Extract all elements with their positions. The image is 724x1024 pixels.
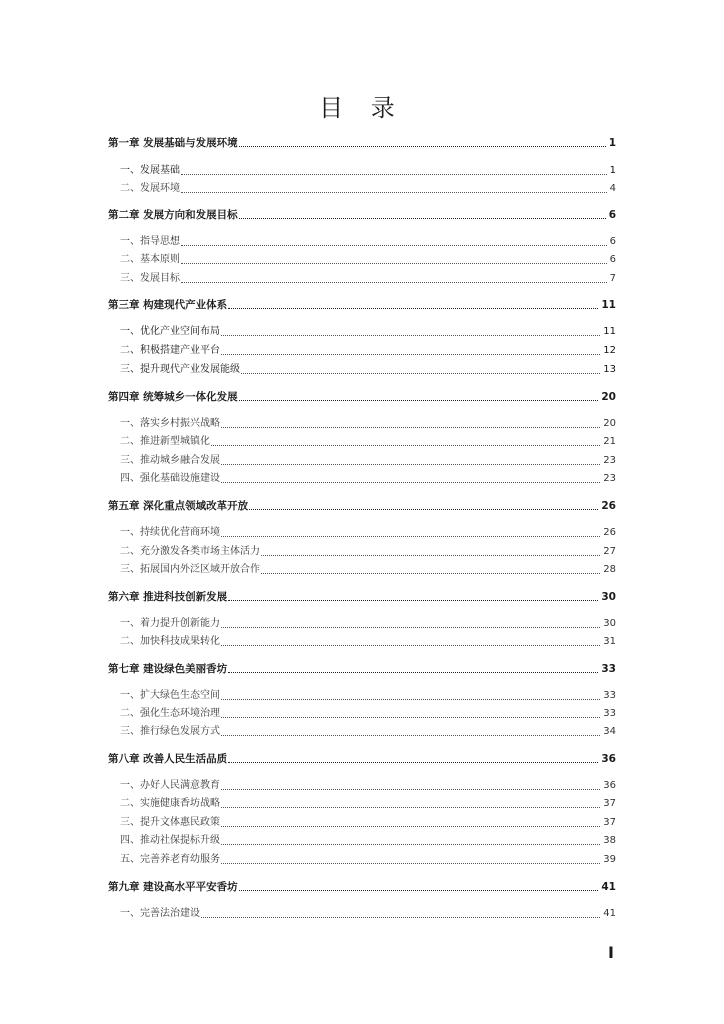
toc-entry-page: 31 xyxy=(603,636,616,647)
toc-entry-label: 一、指导思想 xyxy=(120,236,180,247)
dot-leader xyxy=(181,191,607,193)
dot-leader xyxy=(228,307,598,309)
toc-section-entry[interactable] xyxy=(108,705,616,721)
toc-entry-page: 6 xyxy=(609,254,616,265)
dot-leader xyxy=(249,508,598,510)
toc-entry-label: 第九章 建设高水平平安香坊 xyxy=(108,881,238,893)
toc-section-entry[interactable] xyxy=(108,795,616,811)
toc-chapter-entry[interactable] xyxy=(108,878,616,894)
toc-entry-label: 二、积极搭建产业平台 xyxy=(120,345,220,356)
toc-section-entry[interactable] xyxy=(108,251,616,267)
toc-entry-page: 11 xyxy=(601,299,616,311)
toc-entry-page: 12 xyxy=(603,345,616,356)
toc-entry-page: 38 xyxy=(603,835,616,846)
dot-leader xyxy=(228,671,598,673)
dot-leader xyxy=(221,806,600,808)
toc-entry-label: 三、拓展国内外泛区域开放合作 xyxy=(120,564,260,575)
toc-section-entry[interactable] xyxy=(108,723,616,739)
dot-leader xyxy=(221,426,600,428)
toc-entry-label: 一、优化产业空间布局 xyxy=(120,326,220,337)
toc-section-entry[interactable] xyxy=(108,415,616,431)
toc-section-entry[interactable] xyxy=(108,342,616,358)
toc-entry-page: 37 xyxy=(603,798,616,809)
toc-section-entry[interactable] xyxy=(108,323,616,339)
dot-leader xyxy=(221,334,600,336)
dot-leader xyxy=(201,916,600,918)
page-number: I xyxy=(608,943,614,962)
toc-entry-page: 33 xyxy=(601,663,616,675)
toc-entry-label: 三、推动城乡融合发展 xyxy=(120,455,220,466)
dot-leader xyxy=(228,599,598,601)
toc-entry-label: 第一章 发展基础与发展环境 xyxy=(108,137,238,149)
toc-entry-page: 1 xyxy=(608,137,616,149)
dot-leader xyxy=(221,626,600,628)
toc-section-entry[interactable] xyxy=(108,814,616,830)
dot-leader xyxy=(221,716,600,718)
toc-entry-page: 23 xyxy=(603,455,616,466)
toc-section-entry[interactable] xyxy=(108,832,616,848)
toc-entry-page: 6 xyxy=(609,236,616,247)
dot-leader xyxy=(228,761,598,763)
toc-section-entry[interactable] xyxy=(108,777,616,793)
dot-leader xyxy=(221,862,600,864)
toc-entry-label: 二、加快科技成果转化 xyxy=(120,636,220,647)
toc-section-entry[interactable] xyxy=(108,180,616,196)
toc-entry-page: 4 xyxy=(609,183,616,194)
toc-entry-page: 26 xyxy=(603,527,616,538)
toc-entry-page: 37 xyxy=(603,817,616,828)
toc-section-entry[interactable] xyxy=(108,270,616,286)
toc-entry-page: 7 xyxy=(609,273,616,284)
toc-entry-page: 20 xyxy=(601,391,616,403)
dot-leader xyxy=(221,788,600,790)
toc-section-entry[interactable] xyxy=(108,361,616,377)
dot-leader xyxy=(221,463,600,465)
toc-entry-page: 6 xyxy=(608,209,616,221)
toc-entry-page: 13 xyxy=(603,364,616,375)
toc-entry-page: 33 xyxy=(603,690,616,701)
toc-entry-page: 27 xyxy=(603,546,616,557)
toc-entry-page: 41 xyxy=(603,908,616,919)
toc-entry-label: 一、落实乡村振兴战略 xyxy=(120,418,220,429)
toc-chapter-entry[interactable] xyxy=(108,134,616,150)
toc-chapter-entry[interactable] xyxy=(108,388,616,404)
toc-entry-label: 三、提升现代产业发展能级 xyxy=(120,364,240,375)
toc-entry-label: 一、扩大绿色生态空间 xyxy=(120,690,220,701)
dot-leader xyxy=(221,644,600,646)
toc-entry-label: 二、基本原则 xyxy=(120,254,180,265)
toc-entry-page: 30 xyxy=(601,591,616,603)
dot-leader xyxy=(181,262,607,264)
toc-section-entry[interactable] xyxy=(108,905,616,921)
toc-section-entry[interactable] xyxy=(108,162,616,178)
toc-entry-page: 36 xyxy=(601,753,616,765)
dot-leader xyxy=(221,535,600,537)
toc-section-entry[interactable] xyxy=(108,470,616,486)
toc-entry-page: 21 xyxy=(603,436,616,447)
toc-chapter-entry[interactable] xyxy=(108,206,616,222)
toc-entry-label: 二、发展环境 xyxy=(120,183,180,194)
toc-entry-label: 三、推行绿色发展方式 xyxy=(120,726,220,737)
toc-entry-label: 二、充分激发各类市场主体活力 xyxy=(120,546,260,557)
dot-leader xyxy=(239,217,606,219)
toc-entry-label: 第六章 推进科技创新发展 xyxy=(108,591,228,603)
toc-chapter-entry[interactable] xyxy=(108,588,616,604)
toc-entry-label: 一、完善法治建设 xyxy=(120,908,200,919)
toc-entry-label: 第三章 构建现代产业体系 xyxy=(108,299,228,311)
toc-section-entry[interactable] xyxy=(108,433,616,449)
toc-entry-label: 第五章 深化重点领域改革开放 xyxy=(108,500,249,512)
toc-entry-page: 34 xyxy=(603,726,616,737)
toc-entry-label: 二、推进新型城镇化 xyxy=(120,436,210,447)
toc-entry-page: 28 xyxy=(603,564,616,575)
dot-leader xyxy=(261,554,600,556)
toc-entry-page: 30 xyxy=(603,618,616,629)
toc-entry-label: 一、发展基础 xyxy=(120,165,180,176)
toc-entry-page: 41 xyxy=(601,881,616,893)
dot-leader xyxy=(221,843,600,845)
toc-entry-page: 20 xyxy=(603,418,616,429)
dot-leader xyxy=(261,572,600,574)
dot-leader xyxy=(181,281,607,283)
toc-section-entry[interactable] xyxy=(108,633,616,649)
toc-entry-page: 39 xyxy=(603,854,616,865)
toc-section-entry[interactable] xyxy=(108,543,616,559)
dot-leader xyxy=(181,173,607,175)
dot-leader xyxy=(221,698,600,700)
toc-entry-label: 第七章 建设绿色美丽香坊 xyxy=(108,663,228,675)
dot-leader xyxy=(181,244,607,246)
toc-entry-label: 一、着力提升创新能力 xyxy=(120,618,220,629)
toc-section-entry[interactable] xyxy=(108,687,616,703)
toc-chapter-entry[interactable] xyxy=(108,296,616,312)
toc-section-entry[interactable] xyxy=(108,561,616,577)
toc-entry-label: 二、实施健康香坊战略 xyxy=(120,798,220,809)
toc-chapter-entry[interactable] xyxy=(108,660,616,676)
toc-entry-label: 四、强化基础设施建设 xyxy=(120,473,220,484)
toc-entry-label: 一、办好人民满意教育 xyxy=(120,780,220,791)
page-title: 目 录 xyxy=(319,94,405,122)
toc-section-entry[interactable] xyxy=(108,452,616,468)
toc-entry-page: 36 xyxy=(603,780,616,791)
dot-leader xyxy=(221,825,600,827)
dot-leader xyxy=(239,889,599,891)
toc-section-entry[interactable] xyxy=(108,524,616,540)
toc-entry-page: 11 xyxy=(603,326,616,337)
toc-section-entry[interactable] xyxy=(108,233,616,249)
dot-leader xyxy=(241,372,600,374)
toc-entry-label: 第八章 改善人民生活品质 xyxy=(108,753,228,765)
toc-chapter-entry[interactable] xyxy=(108,750,616,766)
toc-chapter-entry[interactable] xyxy=(108,497,616,513)
toc-entry-page: 23 xyxy=(603,473,616,484)
toc-section-entry[interactable] xyxy=(108,615,616,631)
toc-entry-label: 四、推动社保提标升级 xyxy=(120,835,220,846)
toc-entry-label: 第二章 发展方向和发展目标 xyxy=(108,209,238,221)
toc-entry-page: 26 xyxy=(601,500,616,512)
dot-leader xyxy=(239,145,606,147)
toc-entry-label: 一、持续优化营商环境 xyxy=(120,527,220,538)
toc-entry-label: 三、提升文体惠民政策 xyxy=(120,817,220,828)
toc-entry-label: 二、强化生态环境治理 xyxy=(120,708,220,719)
dot-leader xyxy=(221,481,600,483)
dot-leader xyxy=(239,399,599,401)
dot-leader xyxy=(211,444,600,446)
toc-entry-label: 五、完善养老育幼服务 xyxy=(120,854,220,865)
toc-entry-label: 第四章 统筹城乡一体化发展 xyxy=(108,391,238,403)
dot-leader xyxy=(221,734,600,736)
toc-entry-page: 1 xyxy=(609,165,616,176)
toc-entry-label: 三、发展目标 xyxy=(120,273,180,284)
toc-section-entry[interactable] xyxy=(108,851,616,867)
toc-entry-page: 33 xyxy=(603,708,616,719)
dot-leader xyxy=(221,353,600,355)
